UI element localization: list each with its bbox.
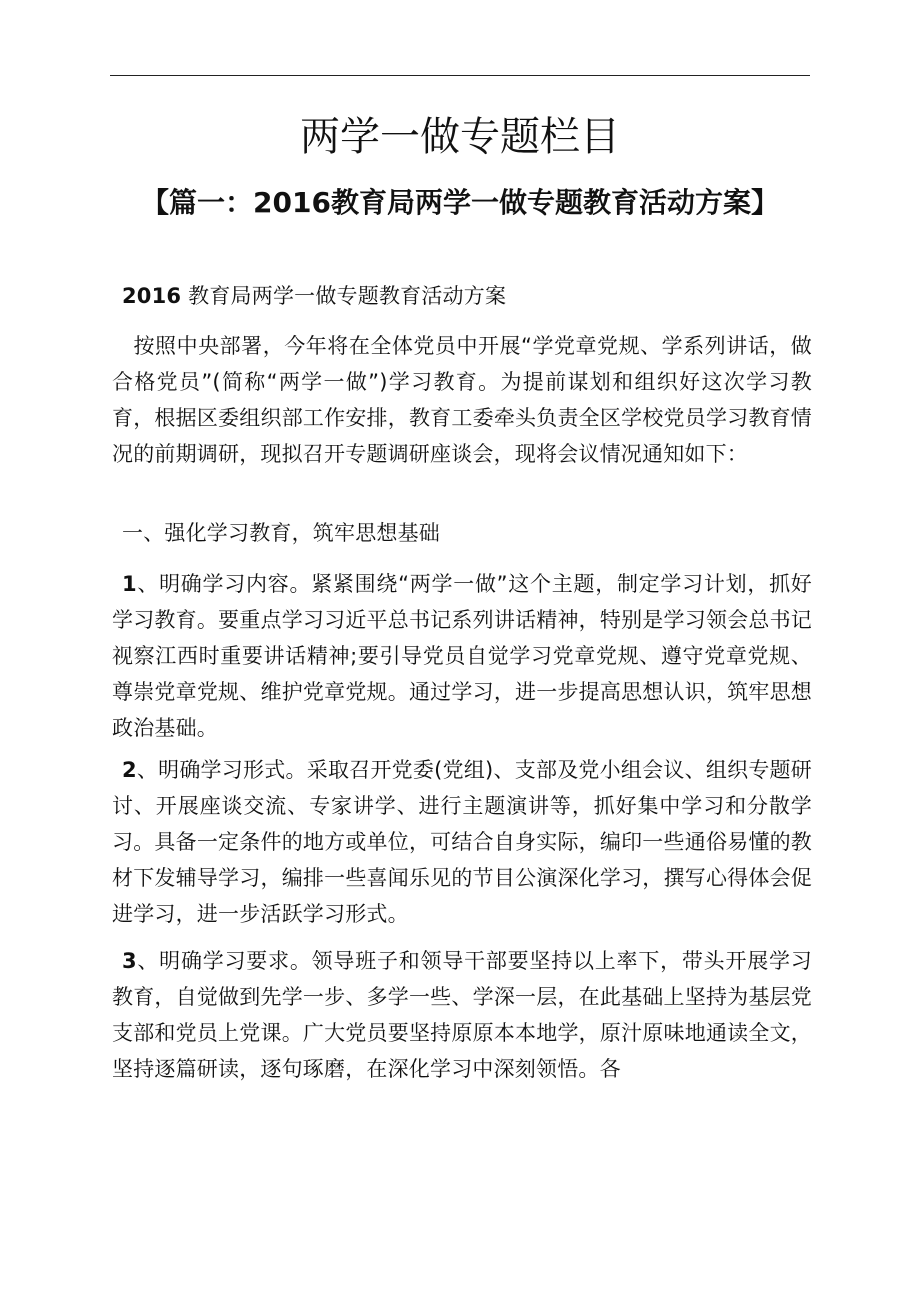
item-number: 1 [122, 572, 137, 596]
item-number: 2 [122, 758, 137, 782]
section-heading-close-bracket: 】 [750, 186, 779, 219]
list-item [112, 566, 812, 746]
section-heading-open-bracket: 【篇一： [141, 186, 254, 219]
item-text: 、明确学习内容。紧紧围绕“两学一做”这个主题，制定学习计划，抓好学习教育。要重点学习习近平总书记系列讲话精神，特别是学习领会总书记视察江西时重要讲话精神;要引导党员自觉学习党章党规、遵守党章党规、尊崇党章党规、维护党章党规。通过学习，进一步提高思想认识，筑牢思想政治基础。 [112, 572, 812, 740]
section-heading-text: 教育局两学一做专题教育活动方案 [330, 186, 751, 219]
list-item [112, 943, 812, 1087]
intro-paragraph [112, 328, 812, 472]
header-rule [110, 75, 810, 76]
list-item [112, 752, 812, 932]
section-heading-year: 2016 [253, 186, 331, 219]
item-text: 、明确学习要求。领导班子和领导干部要坚持以上率下，带头开展学习教育，自觉做到先学一步、多学一些、学深一层，在此基础上坚持为基层党支部和党员上党课。广大党员要坚持原原本本地学，原汁原味地通读全文，坚持逐篇研读，逐句琢磨，在深化学习中深刻领悟。各 [112, 949, 812, 1081]
heading-one: 一、强化学习教育，筑牢思想基础 [122, 521, 440, 545]
subtitle-text: 教育局两学一做专题教育活动方案 [188, 284, 507, 308]
section-heading [0, 183, 920, 223]
intro-text: 按照中央部署，今年将在全体党员中开展“学党章党规、学系列讲话，做合格党员”(简称“两学一做”)学习教育。为提前谋划和组织好这次学习教育，根据区委组织部工作安排，教育工委牵头负责全区学校党员学习教育情况的前期调研，现拟召开专题调研座谈会，现将会议情况通知如下： [112, 334, 812, 466]
document-subtitle [122, 278, 822, 314]
page-title: 两学一做专题栏目 [300, 114, 620, 160]
item-number: 3 [122, 949, 137, 973]
item-text: 、明确学习形式。采取召开党委(党组)、支部及党小组会议、组织专题研讨、开展座谈交流、专家讲学、进行主题演讲等，抓好集中学习和分散学习。具备一定条件的地方或单位，可结合自身实际，编印一些通俗易懂的教材下发辅导学习，编排一些喜闻乐见的节目公演深化学习，撰写心得体会促进学习，进一步活跃学习形式。 [112, 758, 812, 926]
subtitle-year: 2016 [122, 284, 182, 308]
